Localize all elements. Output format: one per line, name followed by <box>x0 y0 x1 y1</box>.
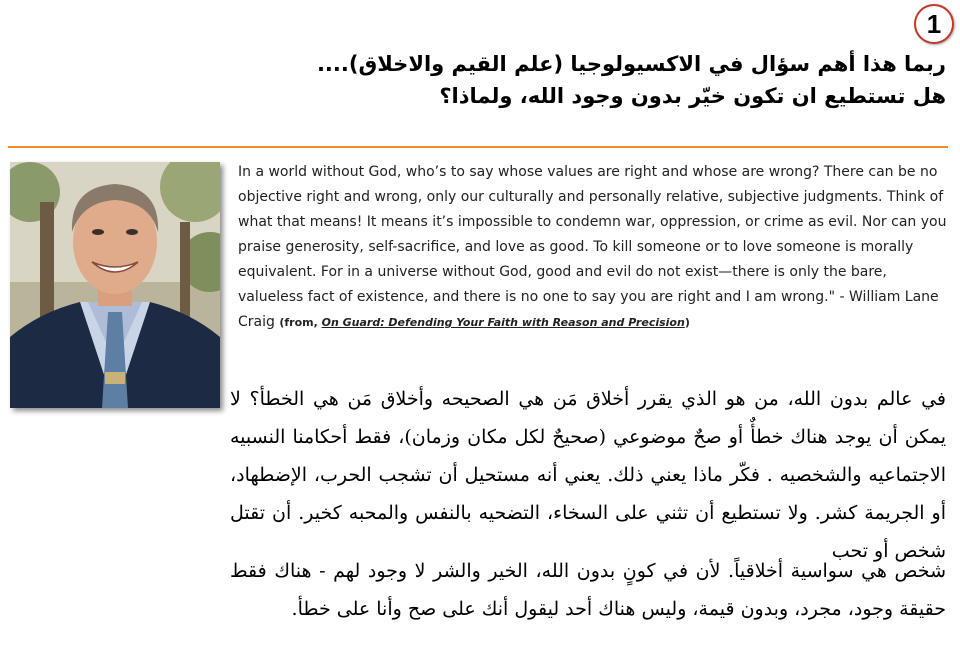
page-number-badge: 1 <box>914 4 954 44</box>
portrait-photo <box>10 162 220 408</box>
english-quote <box>238 160 950 335</box>
quote-source-prefix: (from, <box>279 316 322 329</box>
orange-divider <box>8 146 948 148</box>
headline-line-1: ربما هذا أهم سؤال في الاكسيولوجيا (علم القيم والاخلاق).... <box>316 52 946 76</box>
headline-line-2: هل تستطيع ان تكون خيّر بدون وجود الله، ولماذا؟ <box>439 84 946 108</box>
headline <box>126 48 946 112</box>
quote-source-suffix: ) <box>684 316 690 329</box>
quote-source-title[interactable]: On Guard: Defending Your Faith with Reason and Precision <box>321 316 685 329</box>
arabic-paragraph-1: في عالم بدون الله، من هو الذي يقرر أخلاق مَن هي الصحيحه وأخلاق مَن هي الخطأ؟ لا يمكن أن يوجد هناك خطأٌ أو صحٌ موضوعي (صحيحٌ لكل مكان وزمان)، فقط أحكامنا النسبيه الاجتماعيه والشخصيه . فكّر ماذا يعني ذلك. يعني أنه مستحيل أن تشجب الحرب، الإضطهاد، أو الجريمة كشر. ولا تستطيع أن تثني على السخاء، التضحيه بالنفس والمحبه كخير. أن تقتل شخص أو تحب <box>230 388 946 562</box>
quote-text: In a world without God, who’s to say whose values are right and whose are wrong? There can be no objective right and wrong, only our culturally and personally relative, subjective judgments. Think of what that means! It means it’s impossible to condemn war, oppression, or crime as evil. Nor can you praise generosity, self-sacrifice, and love as good. To kill someone or to love someone is morally equivalent. For in a universe without God, good and evil do not exist—there is only the bare, valueless fact of existence, and there is no one to say you are right and I am wrong." - William Lane Craig <box>238 164 947 330</box>
arabic-paragraph-2: شخص هي سواسية أخلاقياً. لأن في كونٍ بدون الله، الخير والشر لا وجود لهم - هناك فقط حقيقة وجود، مجرد، وبدون قيمة، وليس هناك أحد ليقول أنك على صح وأنا على خطأ. <box>230 560 946 620</box>
